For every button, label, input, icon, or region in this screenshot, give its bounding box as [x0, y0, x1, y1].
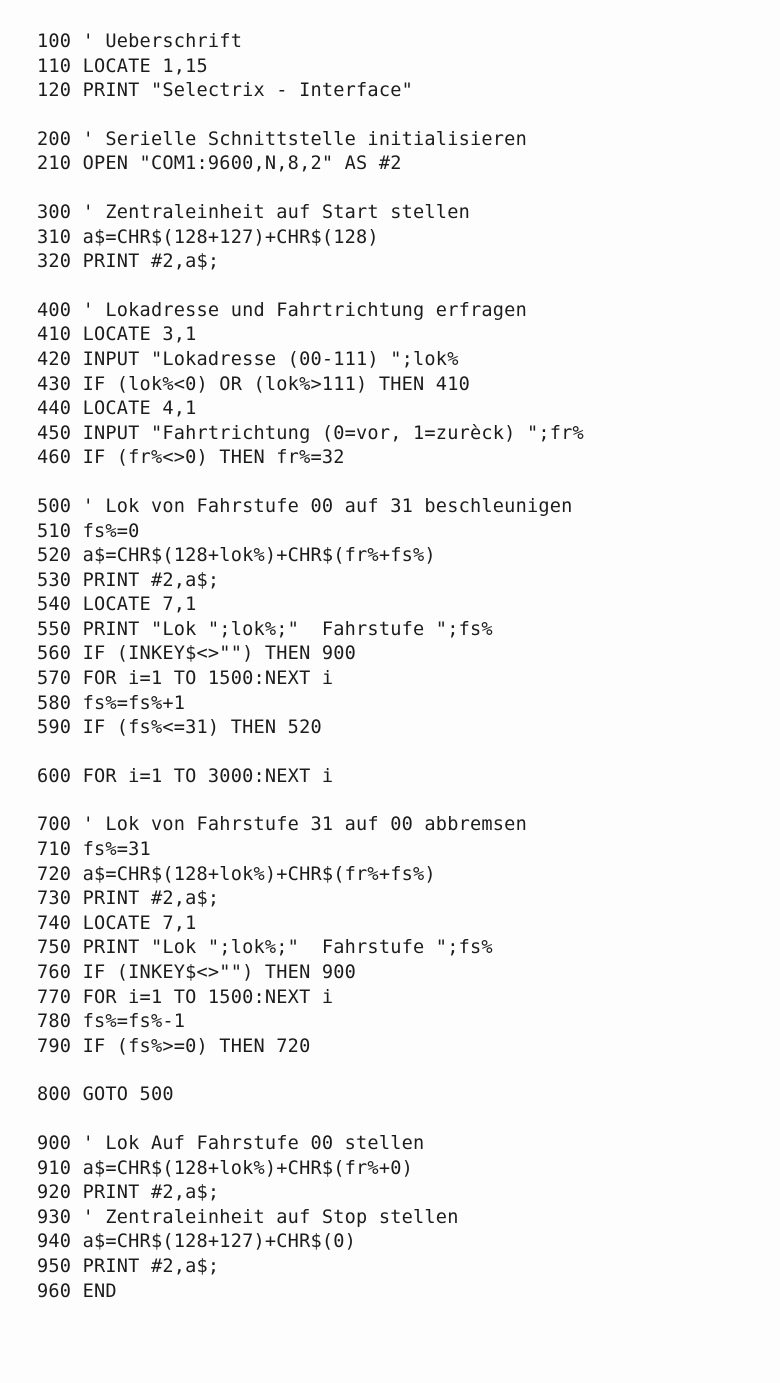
code-line: 770 FOR i=1 TO 1500:NEXT i	[37, 986, 334, 1008]
code-line: 540 LOCATE 7,1	[37, 594, 197, 616]
code-line: 580 fs%=fs%+1	[37, 692, 186, 714]
code-line: 410 LOCATE 3,1	[37, 324, 197, 346]
basic-program-listing	[37, 30, 757, 1328]
code-line: 210 OPEN "COM1:9600,N,8,2" AS #2	[37, 153, 402, 175]
code-line: 760 IF (INKEY$<>"") THEN 900	[37, 962, 357, 983]
code-line: 530 PRINT #2,a$;	[37, 569, 220, 591]
code-line: 560 IF (INKEY$<>"") THEN 900	[37, 643, 357, 665]
code-line: 940 a$=CHR$(128+127)+CHR$(0)	[37, 1231, 357, 1253]
code-line: 510 fs%=0	[37, 520, 140, 542]
code-line: 800 GOTO 500	[37, 1084, 174, 1106]
code-block	[37, 765, 757, 790]
code-line: 450 INPUT "Fahrtrichtung (0=vor, 1=zurèck) ";fr%	[37, 422, 584, 444]
code-line: 920 PRINT #2,a$;	[37, 1182, 220, 1204]
code-line: 430 IF (lok%<0) OR (lok%>111) THEN 410	[37, 373, 470, 395]
code-block	[37, 495, 757, 741]
code-line: 500 ' Lok von Fahrstufe 00 auf 31 beschleunigen	[37, 495, 573, 517]
code-block	[37, 128, 757, 177]
code-line: 740 LOCATE 7,1	[37, 912, 197, 934]
code-line: 750 PRINT "Lok ";lok%;" Fahrstufe ";fs%	[37, 937, 493, 959]
code-block	[37, 201, 757, 275]
code-line: 420 INPUT "Lokadresse (00-111) ";lok%	[37, 348, 459, 370]
code-block	[37, 30, 757, 104]
code-line: 710 fs%=31	[37, 839, 151, 861]
code-line: 780 fs%=fs%-1	[37, 1011, 186, 1033]
code-line: 200 ' Serielle Schnittstelle initialisieren	[37, 128, 527, 150]
code-line: 320 PRINT #2,a$;	[37, 251, 220, 273]
code-line: 310 a$=CHR$(128+127)+CHR$(128)	[37, 226, 379, 248]
code-block	[37, 299, 757, 471]
code-line: 720 a$=CHR$(128+lok%)+CHR$(fr%+fs%)	[37, 863, 436, 885]
code-line: 440 LOCATE 4,1	[37, 398, 197, 420]
code-block	[37, 813, 757, 1059]
code-line: 300 ' Zentraleinheit auf Start stellen	[37, 201, 470, 223]
code-line: 900 ' Lok Auf Fahrstufe 00 stellen	[37, 1132, 425, 1154]
code-line: 590 IF (fs%<=31) THEN 520	[37, 717, 322, 739]
code-line: 700 ' Lok von Fahrstufe 31 auf 00 abbremsen	[37, 814, 527, 836]
code-line: 960 END	[37, 1280, 117, 1302]
code-line: 910 a$=CHR$(128+lok%)+CHR$(fr%+0)	[37, 1157, 414, 1179]
code-block	[37, 1132, 757, 1304]
code-line: 570 FOR i=1 TO 1500:NEXT i	[37, 668, 334, 690]
code-line: 400 ' Lokadresse und Fahrtrichtung erfragen	[37, 299, 527, 321]
code-line: 460 IF (fr%<>0) THEN fr%=32	[37, 447, 345, 469]
code-line: 730 PRINT #2,a$;	[37, 888, 220, 910]
code-line: 520 a$=CHR$(128+lok%)+CHR$(fr%+fs%)	[37, 545, 436, 567]
code-line: 950 PRINT #2,a$;	[37, 1255, 220, 1277]
code-line: 790 IF (fs%>=0) THEN 720	[37, 1035, 311, 1057]
code-line: 120 PRINT "Selectrix - Interface"	[37, 80, 414, 102]
code-line: 100 ' Ueberschrift	[37, 31, 243, 52]
code-line: 930 ' Zentraleinheit auf Stop stellen	[37, 1206, 459, 1228]
code-line: 550 PRINT "Lok ";lok%;" Fahrstufe ";fs%	[37, 618, 493, 640]
code-block	[37, 1083, 757, 1108]
code-line: 600 FOR i=1 TO 3000:NEXT i	[37, 765, 334, 787]
code-line: 110 LOCATE 1,15	[37, 55, 208, 77]
